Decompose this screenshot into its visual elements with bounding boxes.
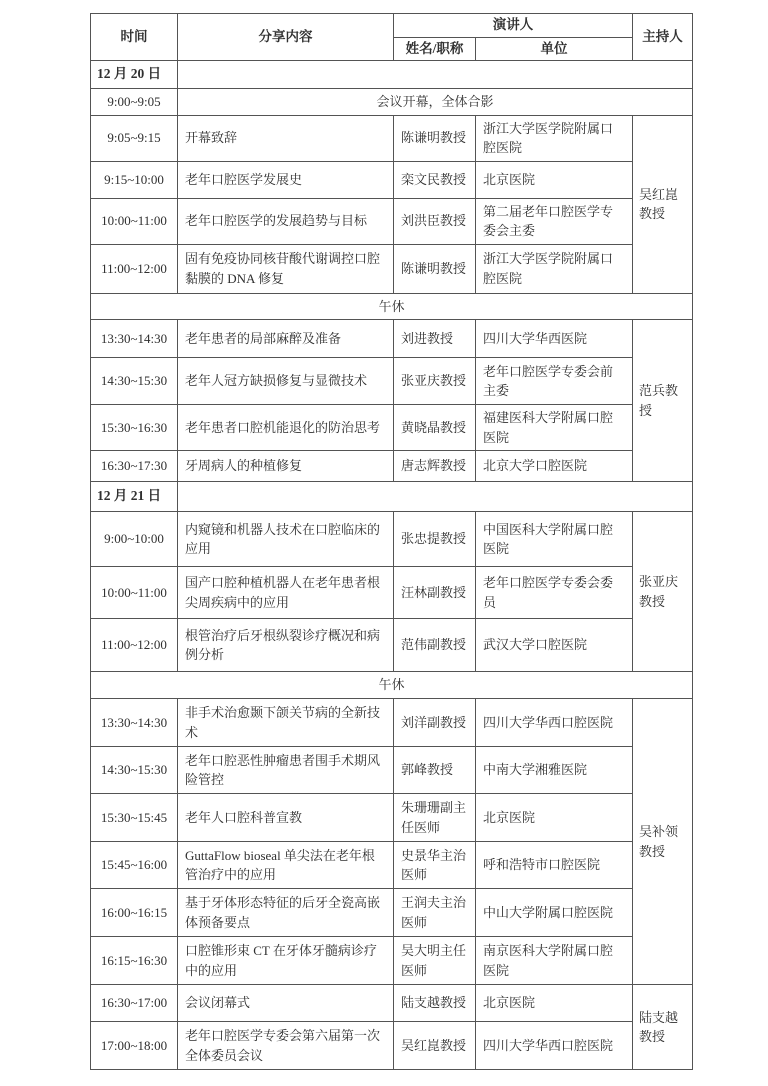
date-label: 12 月 20 日 bbox=[91, 61, 178, 88]
speaker-name-cell: 唐志辉教授 bbox=[394, 451, 476, 482]
schedule-row bbox=[91, 747, 693, 794]
schedule-row bbox=[91, 567, 693, 619]
speaker-unit-cell: 武汉大学口腔医院 bbox=[476, 619, 633, 672]
lunch-row bbox=[91, 293, 693, 320]
topic-cell: 老年口腔医学的发展趋势与目标 bbox=[178, 198, 394, 244]
topic-cell: 根管治疗后牙根纵裂诊疗概况和病例分析 bbox=[178, 619, 394, 672]
speaker-name-cell: 吴大明主任医师 bbox=[394, 937, 476, 985]
schedule-row bbox=[91, 115, 693, 161]
speaker-name-cell: 陈谦明教授 bbox=[394, 244, 476, 293]
speaker-unit-cell: 中南大学湘雅医院 bbox=[476, 747, 633, 794]
date-row bbox=[91, 61, 693, 88]
schedule-row bbox=[91, 512, 693, 567]
topic-cell: 老年患者的局部麻醉及准备 bbox=[178, 320, 394, 358]
time-cell: 13:30~14:30 bbox=[91, 699, 178, 747]
schedule-row bbox=[91, 451, 693, 482]
schedule-row bbox=[91, 405, 693, 451]
header-speaker: 演讲人 bbox=[394, 14, 633, 38]
schedule-row bbox=[91, 161, 693, 198]
host-cell: 吴红崑教授 bbox=[633, 115, 693, 293]
opening-title: 会议开幕，全体合影 bbox=[178, 88, 693, 115]
speaker-name-cell: 汪林副教授 bbox=[394, 567, 476, 619]
header-host: 主持人 bbox=[633, 14, 693, 61]
speaker-name-cell: 张忠提教授 bbox=[394, 512, 476, 567]
header-speaker-unit: 单位 bbox=[476, 38, 633, 61]
time-cell: 10:00~11:00 bbox=[91, 567, 178, 619]
speaker-name-cell: 栾文民教授 bbox=[394, 161, 476, 198]
lunch-label: 午休 bbox=[91, 293, 693, 320]
speaker-unit-cell: 北京医院 bbox=[476, 985, 633, 1022]
host-cell: 张亚庆教授 bbox=[633, 512, 693, 672]
schedule-row bbox=[91, 842, 693, 889]
speaker-name-cell: 刘进教授 bbox=[394, 320, 476, 358]
time-cell: 14:30~15:30 bbox=[91, 747, 178, 794]
speaker-unit-cell: 浙江大学医学院附属口腔医院 bbox=[476, 244, 633, 293]
speaker-unit-cell: 四川大学华西口腔医院 bbox=[476, 699, 633, 747]
time-cell: 17:00~18:00 bbox=[91, 1022, 178, 1070]
topic-cell: 会议闭幕式 bbox=[178, 985, 394, 1022]
time-cell: 16:30~17:30 bbox=[91, 451, 178, 482]
speaker-unit-cell: 第二届老年口腔医学专委会主委 bbox=[476, 198, 633, 244]
span_row-row bbox=[91, 88, 693, 115]
topic-cell: GuttaFlow bioseal 单尖法在老年根管治疗中的应用 bbox=[178, 842, 394, 889]
topic-cell: 国产口腔种植机器人在老年患者根尖周疾病中的应用 bbox=[178, 567, 394, 619]
date-spacer bbox=[178, 61, 693, 88]
topic-cell: 口腔锥形束 CT 在牙体牙髓病诊疗中的应用 bbox=[178, 937, 394, 985]
time-cell: 16:30~17:00 bbox=[91, 985, 178, 1022]
schedule-row bbox=[91, 1022, 693, 1070]
speaker-name-cell: 陈谦明教授 bbox=[394, 115, 476, 161]
host-cell: 陆支越教授 bbox=[633, 985, 693, 1070]
schedule-body bbox=[91, 61, 693, 1070]
speaker-unit-cell: 北京医院 bbox=[476, 161, 633, 198]
topic-cell: 固有免疫协同核苷酸代谢调控口腔黏膜的 DNA 修复 bbox=[178, 244, 394, 293]
schedule-row bbox=[91, 320, 693, 358]
header-time: 时间 bbox=[91, 14, 178, 61]
topic-cell: 老年人口腔科普宣教 bbox=[178, 794, 394, 842]
schedule-row bbox=[91, 699, 693, 747]
speaker-name-cell: 史景华主治医师 bbox=[394, 842, 476, 889]
topic-cell: 老年口腔恶性肿瘤患者围手术期风险管控 bbox=[178, 747, 394, 794]
topic-cell: 基于牙体形态特征的后牙全瓷高嵌体预备要点 bbox=[178, 889, 394, 937]
speaker-name-cell: 刘洋副教授 bbox=[394, 699, 476, 747]
date-row bbox=[91, 482, 693, 512]
speaker-name-cell: 吴红崑教授 bbox=[394, 1022, 476, 1070]
speaker-name-cell: 陆支越教授 bbox=[394, 985, 476, 1022]
speaker-unit-cell: 中国医科大学附属口腔医院 bbox=[476, 512, 633, 567]
lunch-label: 午休 bbox=[91, 672, 693, 699]
host-cell: 范兵教授 bbox=[633, 320, 693, 482]
schedule-row bbox=[91, 358, 693, 405]
schedule-row bbox=[91, 937, 693, 985]
topic-cell: 牙周病人的种植修复 bbox=[178, 451, 394, 482]
speaker-unit-cell: 北京大学口腔医院 bbox=[476, 451, 633, 482]
time-cell: 9:05~9:15 bbox=[91, 115, 178, 161]
header-speaker-name: 姓名/职称 bbox=[394, 38, 476, 61]
speaker-unit-cell: 老年口腔医学专委会委员 bbox=[476, 567, 633, 619]
host-cell: 吴补领教授 bbox=[633, 699, 693, 985]
time-cell: 16:00~16:15 bbox=[91, 889, 178, 937]
date-spacer bbox=[178, 482, 693, 512]
time-cell: 11:00~12:00 bbox=[91, 619, 178, 672]
document-page bbox=[90, 13, 693, 1070]
topic-cell: 老年口腔医学发展史 bbox=[178, 161, 394, 198]
schedule-row bbox=[91, 794, 693, 842]
schedule-row bbox=[91, 198, 693, 244]
speaker-unit-cell: 老年口腔医学专委会前主委 bbox=[476, 358, 633, 405]
time-cell: 11:00~12:00 bbox=[91, 244, 178, 293]
topic-cell: 老年患者口腔机能退化的防治思考 bbox=[178, 405, 394, 451]
header-content: 分享内容 bbox=[178, 14, 394, 61]
speaker-name-cell: 刘洪臣教授 bbox=[394, 198, 476, 244]
time-cell: 9:00~9:05 bbox=[91, 88, 178, 115]
schedule-row bbox=[91, 985, 693, 1022]
time-cell: 13:30~14:30 bbox=[91, 320, 178, 358]
speaker-name-cell: 王润夫主治医师 bbox=[394, 889, 476, 937]
speaker-name-cell: 郭峰教授 bbox=[394, 747, 476, 794]
speaker-unit-cell: 中山大学附属口腔医院 bbox=[476, 889, 633, 937]
schedule-table bbox=[90, 13, 693, 1070]
speaker-unit-cell: 浙江大学医学院附属口腔医院 bbox=[476, 115, 633, 161]
speaker-name-cell: 朱珊珊副主任医师 bbox=[394, 794, 476, 842]
schedule-row bbox=[91, 619, 693, 672]
speaker-unit-cell: 北京医院 bbox=[476, 794, 633, 842]
speaker-unit-cell: 四川大学华西口腔医院 bbox=[476, 1022, 633, 1070]
topic-cell: 内窥镜和机器人技术在口腔临床的应用 bbox=[178, 512, 394, 567]
time-cell: 15:45~16:00 bbox=[91, 842, 178, 889]
time-cell: 15:30~16:30 bbox=[91, 405, 178, 451]
time-cell: 9:15~10:00 bbox=[91, 161, 178, 198]
time-cell: 10:00~11:00 bbox=[91, 198, 178, 244]
speaker-unit-cell: 四川大学华西医院 bbox=[476, 320, 633, 358]
topic-cell: 老年人冠方缺损修复与显微技术 bbox=[178, 358, 394, 405]
schedule-row bbox=[91, 244, 693, 293]
time-cell: 9:00~10:00 bbox=[91, 512, 178, 567]
time-cell: 15:30~15:45 bbox=[91, 794, 178, 842]
topic-cell: 非手术治愈颞下颌关节病的全新技术 bbox=[178, 699, 394, 747]
schedule-row bbox=[91, 889, 693, 937]
speaker-name-cell: 范伟副教授 bbox=[394, 619, 476, 672]
speaker-unit-cell: 呼和浩特市口腔医院 bbox=[476, 842, 633, 889]
speaker-name-cell: 张亚庆教授 bbox=[394, 358, 476, 405]
topic-cell: 开幕致辞 bbox=[178, 115, 394, 161]
time-cell: 14:30~15:30 bbox=[91, 358, 178, 405]
speaker-unit-cell: 福建医科大学附属口腔医院 bbox=[476, 405, 633, 451]
speaker-unit-cell: 南京医科大学附属口腔医院 bbox=[476, 937, 633, 985]
lunch-row bbox=[91, 672, 693, 699]
date-label: 12 月 21 日 bbox=[91, 482, 178, 512]
time-cell: 16:15~16:30 bbox=[91, 937, 178, 985]
speaker-name-cell: 黄晓晶教授 bbox=[394, 405, 476, 451]
topic-cell: 老年口腔医学专委会第六届第一次全体委员会议 bbox=[178, 1022, 394, 1070]
